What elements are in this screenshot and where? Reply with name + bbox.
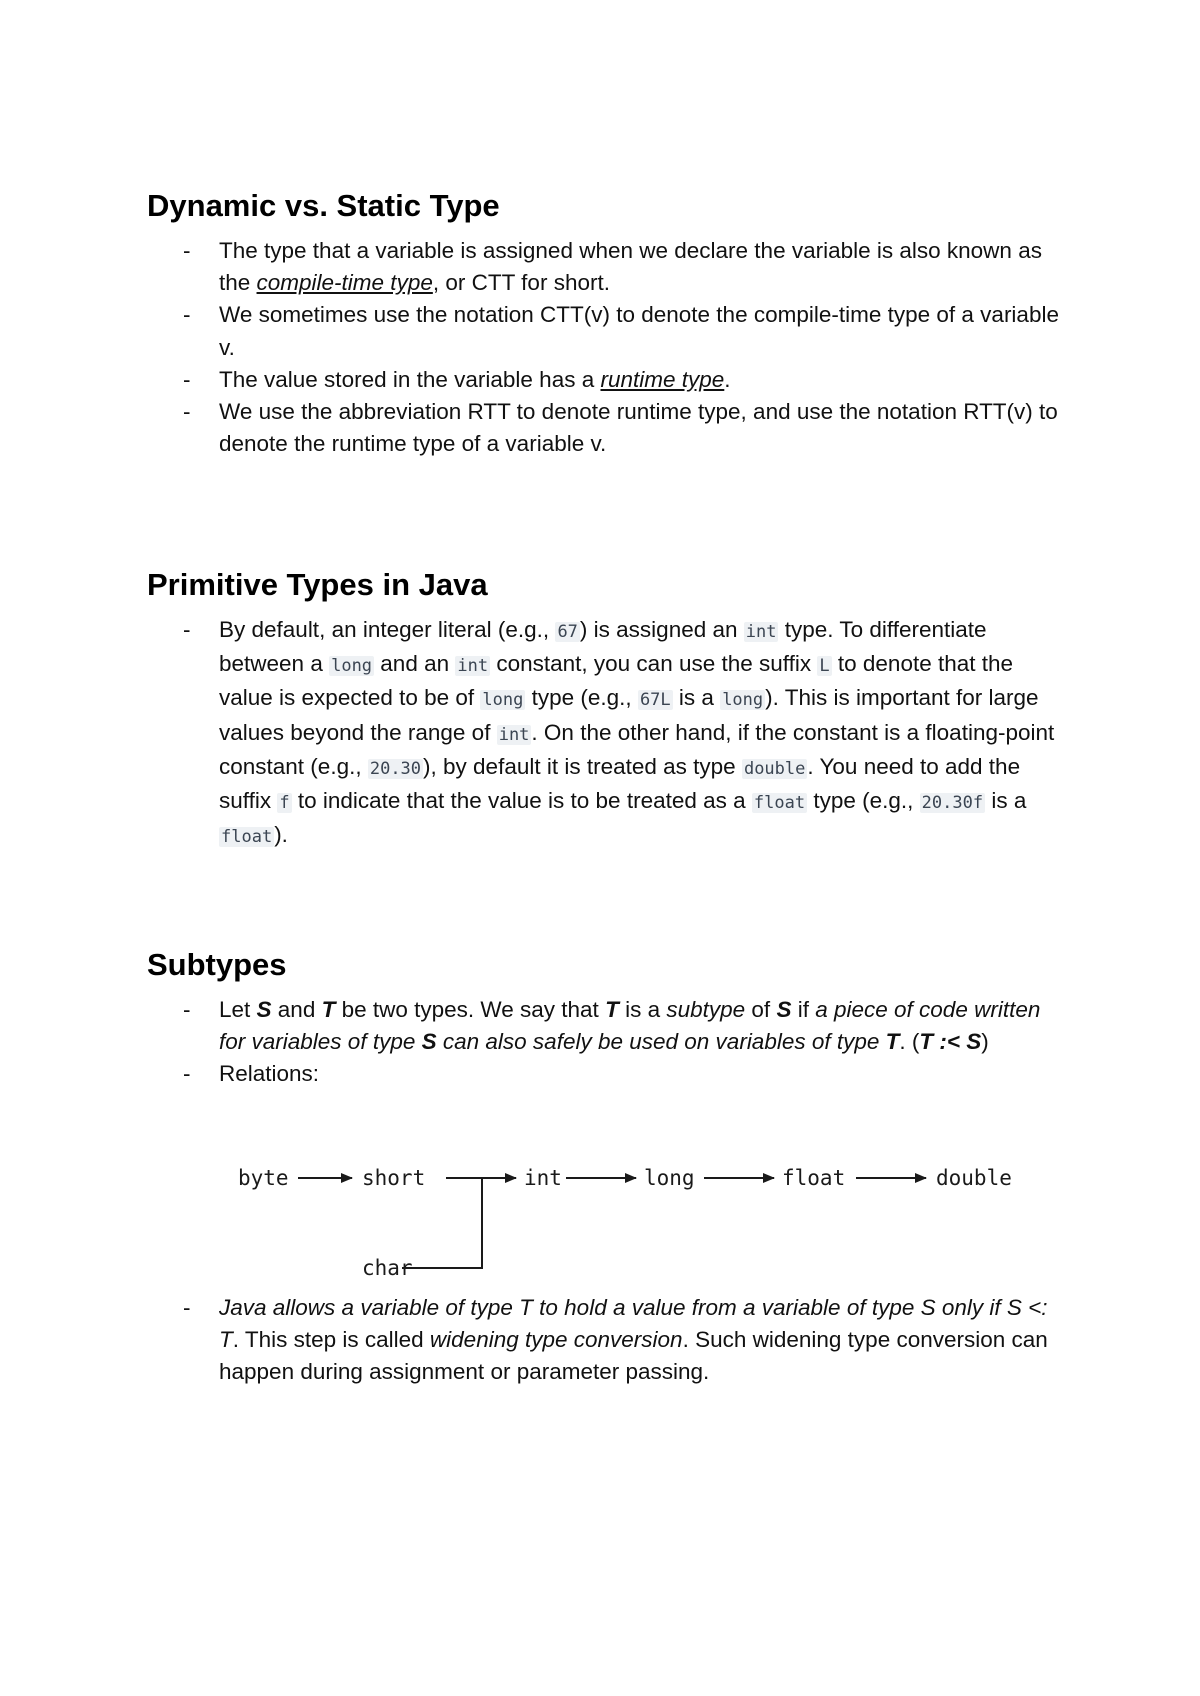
item-text: . This step is called xyxy=(232,1327,430,1353)
list-item xyxy=(147,235,1067,299)
inline-code: L xyxy=(819,656,830,677)
bullet-list-primitive-types xyxy=(147,614,1067,853)
item-text: be two types. We say that xyxy=(335,997,606,1022)
type-relations-diagram xyxy=(220,1150,1040,1280)
item-text: . On the other hand, if the constant is a floating-point constant (e.g., xyxy=(219,719,1055,779)
inline-code: int xyxy=(745,622,777,642)
item-text: type. To differentiate between a xyxy=(219,617,987,677)
inline-code: float xyxy=(221,827,273,848)
bullet-dash: - xyxy=(183,1061,191,1087)
inline-code: long xyxy=(331,656,373,677)
type-symbol: S xyxy=(421,1029,437,1055)
bullet-dash: - xyxy=(183,997,191,1022)
inline-code: f xyxy=(279,793,290,814)
item-text: By default, an integer literal (e.g., xyxy=(219,617,556,642)
type-symbol: S xyxy=(776,997,792,1022)
section-heading-dynamic-static: Dynamic vs. Static Type xyxy=(147,188,500,223)
inline-code: int xyxy=(457,656,489,677)
inline-code: 67 xyxy=(557,622,578,642)
item-text: is a xyxy=(985,788,1027,814)
item-text: Relations: xyxy=(219,1061,320,1087)
type-symbol: T xyxy=(885,1029,900,1055)
type-symbol: T xyxy=(605,997,619,1022)
italic-text: can also safely be used on variables of type xyxy=(436,1029,886,1055)
item-text: to indicate that the value is to be treated as a xyxy=(291,788,752,814)
item-text: ) is assigned an xyxy=(579,617,744,642)
item-text: . ( xyxy=(899,1029,920,1055)
item-text: if xyxy=(791,997,816,1022)
item-text: ), by default it is treated as type xyxy=(423,753,742,779)
term-widening-conversion: widening type conversion xyxy=(429,1327,683,1353)
item-text: We sometimes use the notation CTT(v) to denote the compile-time type of a variable v. xyxy=(219,302,1059,360)
item-text: Let xyxy=(219,997,257,1022)
bullet-list-subtypes xyxy=(147,994,1067,1091)
item-text: The type that a variable is assigned when we declare the variable is also known as the xyxy=(219,238,1042,296)
bullet-dash: - xyxy=(183,399,191,425)
item-text: constant, you can use the suffix xyxy=(490,651,818,677)
item-text: and an xyxy=(374,651,456,677)
item-text: type (e.g., xyxy=(807,788,920,814)
node-short: short xyxy=(362,1166,426,1190)
node-float: float xyxy=(782,1166,846,1190)
type-symbol: T xyxy=(321,997,336,1022)
inline-code: long xyxy=(722,690,764,711)
inline-code: 20.30f xyxy=(921,793,984,814)
italic-text: a piece of code written for variables of type xyxy=(219,997,1041,1055)
item-text: . xyxy=(724,366,731,392)
list-item xyxy=(147,1058,1067,1090)
item-text: ). xyxy=(274,822,288,848)
bullet-list-subtypes-continued xyxy=(147,1292,1067,1389)
node-char: char xyxy=(362,1256,413,1280)
inline-code: 20.30 xyxy=(369,758,422,779)
bullet-dash: - xyxy=(183,366,191,392)
item-text: type (e.g., xyxy=(525,685,638,711)
list-item xyxy=(147,396,1067,460)
section-heading-subtypes: Subtypes xyxy=(147,947,287,982)
bullet-dash: - xyxy=(183,617,191,642)
node-int: int xyxy=(524,1166,562,1190)
item-text: The value stored in the variable has a xyxy=(219,366,601,392)
node-long: long xyxy=(644,1166,695,1190)
inline-code: int xyxy=(498,724,530,745)
bullet-dash: - xyxy=(183,1295,191,1320)
list-item xyxy=(147,364,1067,396)
italic-text: Java allows a variable of type T to hold a value from a variable of type S only if S <: T xyxy=(219,1295,1048,1353)
term-runtime-type: runtime type xyxy=(600,366,725,392)
list-item xyxy=(147,994,1067,1058)
list-item xyxy=(147,299,1067,363)
list-item xyxy=(147,1292,1067,1389)
term-subtype: subtype xyxy=(666,997,746,1022)
inline-code: 67L xyxy=(639,690,671,711)
bullet-dash: - xyxy=(183,302,191,328)
edge-char-int xyxy=(402,1178,482,1268)
item-text: We use the abbreviation RTT to denote runtime type, and use the notation RTT(v) to denote the runtime type of a variable v. xyxy=(219,399,1058,457)
item-text: , or CTT for short. xyxy=(432,270,610,296)
bullet-dash: - xyxy=(183,238,191,263)
item-text: and xyxy=(271,997,322,1022)
item-text: ). This is important for large values beyond the range of xyxy=(219,685,1039,745)
subtype-notation: T :< S xyxy=(919,1029,982,1055)
item-text: is a xyxy=(618,997,667,1022)
item-text: ) xyxy=(981,1029,989,1055)
inline-code: double xyxy=(743,758,806,779)
node-double: double xyxy=(936,1166,1012,1190)
item-text: . Such widening type conversion can happen during assignment or parameter passing. xyxy=(219,1327,1048,1385)
inline-code: float xyxy=(753,793,806,814)
type-symbol: S xyxy=(256,997,272,1022)
list-item xyxy=(147,614,1067,853)
node-byte: byte xyxy=(238,1166,289,1190)
bullet-list-dynamic-static xyxy=(147,235,1067,460)
item-text: to denote that the value is expected to be of xyxy=(219,651,1014,711)
item-text: . You need to add the suffix xyxy=(219,753,1021,814)
item-text: is a xyxy=(672,685,721,711)
section-heading-primitive-types: Primitive Types in Java xyxy=(147,567,488,602)
term-compile-time-type: compile-time type xyxy=(256,270,433,296)
item-text: of xyxy=(745,997,777,1022)
inline-code: long xyxy=(482,690,524,711)
